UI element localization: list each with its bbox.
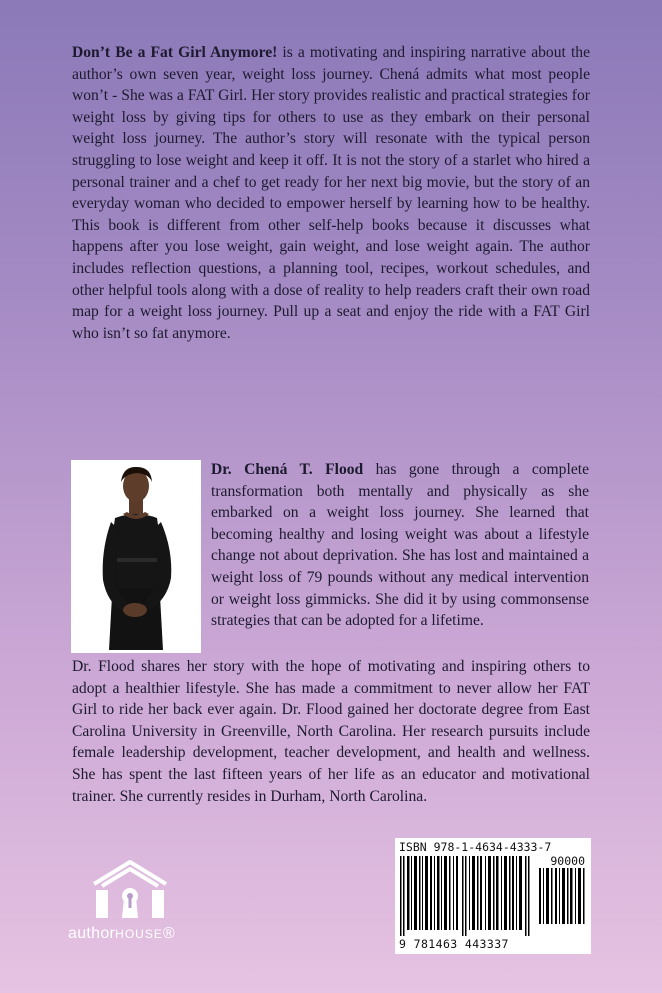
ean-barcode-bars <box>400 856 535 936</box>
price-code: 90000 <box>550 854 585 868</box>
price-barcode-bars <box>539 868 585 924</box>
description-text: is a motivating and inspiring narrative about the author’s own seven year, weight loss journey. Chená admits what most people won’t - She was a FAT Girl. Her story provides realistic and practical strategies for weight loss by giving tips for others to use as they embark on their personal weight loss journey. The author’s story will resonate with the typical person struggling to lose weight and keep it off. It is not the story of a starlet who hired a personal trainer and a chef to get ready for her next big movie, but the story of an everyday woman who decided to empower herself by learning how to be healthy. This book is different from other self-help books because it discusses what happens after you lose weight, gain weight, and lose weight again. The author includes reflection questions, a planning tool, recipes, workout schedules, and other helpful tools along with a dose of reality to help readers craft their own road map for a weight loss journey. Pull up a seat and enjoy the ride with a FAT Girl who isn’t so fat anymore. <box>72 44 590 342</box>
house-keyhole-icon <box>68 858 208 924</box>
author-figure <box>71 460 201 653</box>
ean-digits: 9 781463 443337 <box>399 937 509 951</box>
book-description <box>72 42 590 344</box>
isbn-barcode <box>395 838 591 954</box>
publisher-name: authorHOUSE® <box>68 925 175 942</box>
bio-text-top: has gone through a complete transformation both mentally and physically as she embarked on a weight loss journey. She learned that becoming healthy and losing weight was about a lifestyle change not about deprivation. She has lost and maintained a weight loss of 79 pounds without any medical intervention or weight loss gimmicks. She did it by using commonsense strategies that can be adopted for a lifetime. <box>211 461 589 630</box>
author-photo <box>71 460 201 653</box>
author-name: Dr. Chená T. Flood <box>211 461 364 478</box>
isbn-number: ISBN 978-1-4634-4333-7 <box>399 840 552 854</box>
author-bio-continued: Dr. Flood shares her story with the hope of motivating and inspiring others to adopt a healthier lifestyle. She has made a commitment to never allow her FAT Girl to ride her back ever again. Dr. Flood gained her doctorate degree from East Carolina University in Greenville, North Carolina. Her research pursuits include female leadership development, teacher development, and health and wellness. She has spent the last fifteen years of her life as an educator and motivational trainer. She currently resides in Durham, North Carolina. <box>72 658 590 805</box>
author-bio-top <box>211 459 589 632</box>
book-title: Don’t Be a Fat Girl Anymore! <box>72 44 278 61</box>
